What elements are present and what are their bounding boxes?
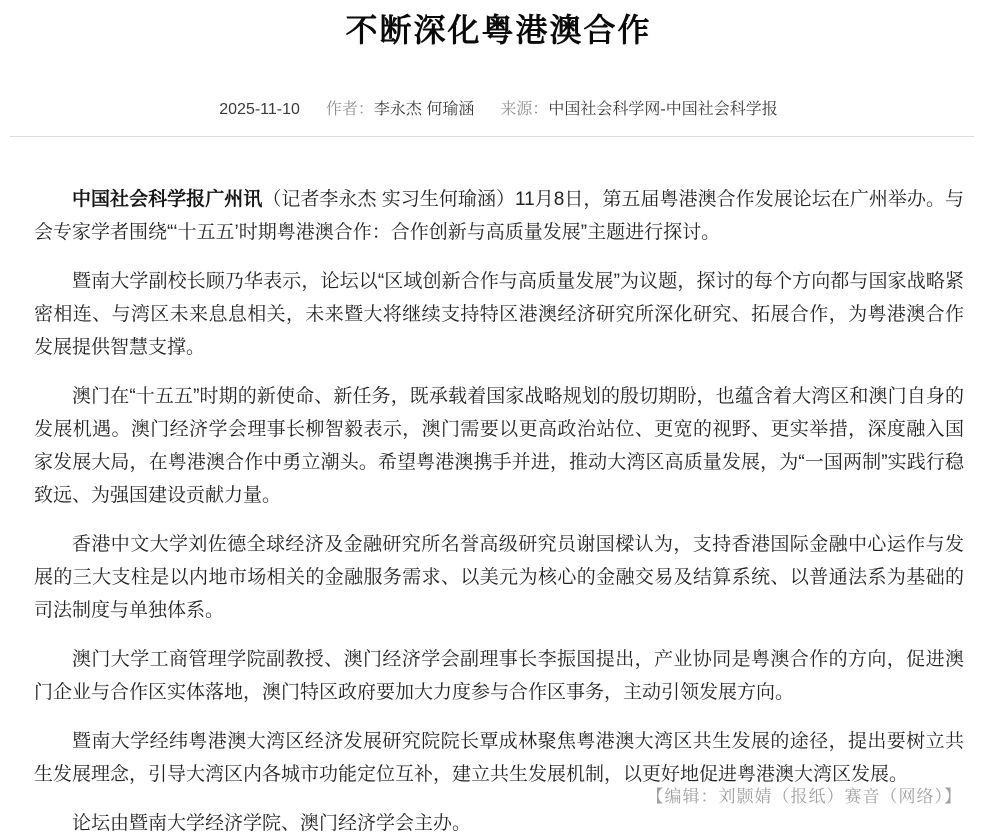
editor-credit: 【编辑：刘颢婧（报纸）赛音（网络）】 <box>646 787 962 806</box>
article-paragraph: 暨南大学副校长顾乃华表示，论坛以“区域创新合作与高质量发展”为议题，探讨的每个方向都与国家战略紧密相连、与湾区未来息息相关，未来暨大将继续支持特区港澳经济研究所深化研究、拓展合作，为粤港澳合作发展提供智慧支撑。 <box>34 271 964 358</box>
article-body <box>0 137 997 840</box>
source-value: 中国社会科学网-中国社会科学报 <box>548 101 778 118</box>
publish-date: 2025-11-10 <box>219 101 300 118</box>
paragraph-lead: 中国社会科学报广州讯 <box>72 189 263 210</box>
article-paragraph: 暨南大学经纬粤港澳大湾区经济发展研究院院长覃成林聚焦粤港澳大湾区共生发展的途径，提出要树立共生发展理念，引导大湾区内各城市功能定位互补，建立共生发展机制，以更好地促进粤港澳大湾区发展。 <box>34 731 964 785</box>
source-label: 来源： <box>500 101 549 118</box>
article-meta <box>0 96 997 119</box>
article-paragraph: 中国社会科学报广州讯（记者李永杰 实习生何瑜涵）11月8日，第五届粤港澳合作发展论坛在广州举办。与会专家学者围绕“‘十五五’时期粤港澳合作：合作创新与高质量发展”主题进行探讨。 <box>34 189 964 243</box>
page-title: 不断深化粤港澳合作 <box>345 12 652 48</box>
article-paragraph: 澳门在“十五五”时期的新使命、新任务，既承载着国家战略规划的殷切期盼，也蕴含着大湾区和澳门自身的发展机遇。澳门经济学会理事长柳智毅表示，澳门需要以更高政治站位、更宽的视野、更实举措，深度融入国家发展大局，在粤港澳合作中勇立潮头。希望粤港澳携手并进，推动大湾区高质量发展，为“一国两制”实践行稳致远、为强国建设贡献力量。 <box>34 386 964 506</box>
author-label: 作者： <box>325 101 374 118</box>
source-group <box>500 96 777 119</box>
article-paragraph: 澳门大学工商管理学院副教授、澳门经济学会副理事长李振国提出，产业协同是粤澳合作的方向，促进澳门企业与合作区实体落地，澳门特区政府要加大力度参与合作区事务，主动引领发展方向。 <box>34 649 964 703</box>
author-value: 李永杰 何瑜涵 <box>373 101 475 118</box>
author-group <box>326 96 474 119</box>
article-paragraph: 香港中文大学刘佐德全球经济及金融研究所名誉高级研究员谢国樑认为，支持香港国际金融中心运作与发展的三大支柱是以内地市场相关的金融服务需求、以美元为核心的金融交易及结算系统、以普通法系为基础的司法制度与单独体系。 <box>34 534 964 621</box>
article-paragraph: 论坛由暨南大学经济学院、澳门经济学会主办。 <box>72 813 472 834</box>
